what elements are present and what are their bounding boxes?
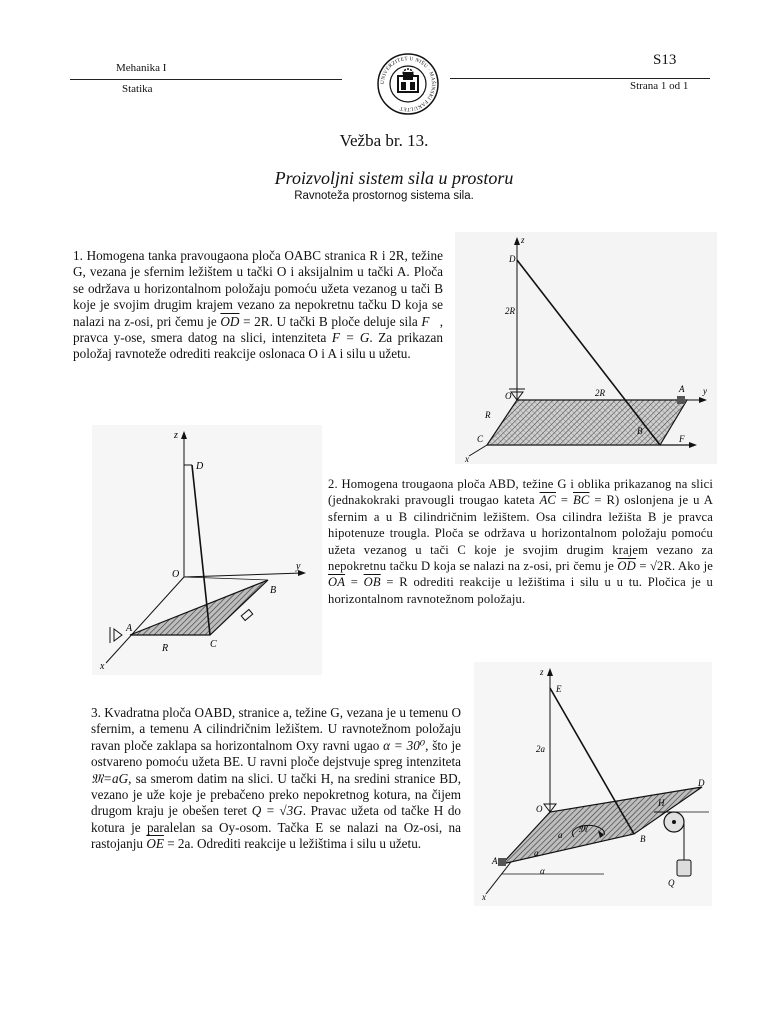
page-indicator: Strana 1 od 1 (630, 80, 689, 92)
svg-text:z: z (521, 235, 525, 245)
svg-text:2R: 2R (505, 306, 515, 316)
svg-text:A: A (492, 856, 498, 866)
svg-text:y: y (296, 561, 301, 572)
svg-text:y: y (703, 386, 707, 396)
problem-3-text: 3. Kvadratna ploča OABD, stranice a, težine G, vezana je u temenu O sfernim, a temenu A cilindričnim ležištem. U ravnotežnom položaju ravan ploče zaklapa sa horizontalnom Oxy ravni ugao α = 30⁰, što je ostvareno pomoću užeta BE. U ravni ploče dejstvuje spreg intenziteta 𝔐=aG, sa smerom datim na slici. U tački H, na sredini stranice BD, vezano je uže koje je prebačeno preko nepokretnog kotura, na čijem drugom kraju je obešen teret Q = √3G. Pravac užeta od tačke H do kotura je paralelan sa Oy-osom. Tačka E se nalazi na Oz-osi, na rastojanju $\overline{OE} = 2a$. Odrediti reakcije u ležištima i silu u užetu. (91, 705, 462, 852)
svg-text:B: B (270, 585, 277, 596)
subtopic-title: Ravnoteža prostornog sistema sila. (294, 190, 474, 202)
svg-text:B: B (640, 834, 646, 844)
svg-text:2R: 2R (595, 388, 605, 398)
svg-text:𝔐: 𝔐 (578, 824, 588, 835)
svg-text:C: C (210, 639, 217, 650)
svg-text:Q: Q (668, 878, 675, 888)
subject-name: Statika (122, 83, 153, 95)
svg-text:C: C (477, 434, 484, 444)
svg-text:R: R (162, 643, 169, 654)
svg-text:D: D (509, 254, 516, 264)
svg-text:D: D (196, 461, 204, 472)
figure-1-rectangular-plate (455, 232, 717, 464)
svg-text:a: a (558, 830, 563, 840)
svg-text:E: E (556, 684, 562, 694)
topic-title: Proizvoljni sistem sila u prostoru (274, 168, 514, 188)
svg-text:F: F (679, 434, 685, 444)
svg-text:O: O (536, 804, 543, 814)
header-rule-right (450, 78, 710, 79)
svg-text:x: x (465, 454, 469, 464)
course-name: Mehanika I (116, 62, 167, 74)
svg-text:z: z (174, 430, 178, 441)
svg-text:R: R (485, 410, 491, 420)
svg-text:O: O (505, 391, 512, 401)
svg-text:D: D (698, 778, 705, 788)
problem-2-text: 2. Homogena trougaona ploča ABD, težine G i oblika prikazanog na slici (jednakokraki pravougli trougao kateta $\overline{AC} = \overline{BC} = R$) oslonjena je u A sfernim a u B cilindričnim ležištem. Osa cilindra ležišta B je pravca hipotenuze trougla. Ploča se održava u horizontalnom položaju pomoću užeta vezanog u tači C koje je svojim drugim krajem vezano za nepokretnu tačku D koja se nalazi na z-osi, pri čemu je $\overline{OD} = √2R$. Ako je $\overline{OA} = \overline{OB} = R$ odrediti reakcije u ležištima i silu u u tu. Pločica je u horizontalnom ravnotežnom položaju. (328, 477, 714, 606)
svg-text:x: x (100, 661, 105, 672)
svg-text:A: A (126, 623, 133, 634)
svg-text:A: A (679, 384, 685, 394)
problem-1-text: 1. Homogena tanka pravougaona ploča OABC stranica R i 2R, težine G, vezana je sfernim ležištem u tački O i aksijalnim u tački A. Ploča se održava u horizontalnom položaju pomoću užeta vezanog u tači B koje je svojim drugim krajem vezano za nepokretnu tačku D koja se nalazi na z-osi, pri čemu je $\overline{OD} = 2R$. U tački B ploče deluje sila F⃗, pravca y-ose, smera datog na slici, intenziteta F = G. Za prikazan položaj ravnoteže odrediti reakcije oslonaca O i A i silu u užetu. (73, 248, 444, 362)
svg-text:z: z (540, 667, 544, 677)
svg-text:x: x (482, 892, 486, 902)
svg-text:a: a (534, 848, 539, 858)
figure-3-square-plate (474, 662, 712, 906)
svg-text:H: H (658, 798, 665, 808)
logo-text: UNIVERZITET U NIŠU · MAŠINSKI FAKULTET (379, 55, 437, 113)
exercise-title: Vežba br. 13. (339, 131, 429, 150)
header-rule-left (70, 79, 342, 80)
svg-text:B: B (637, 426, 643, 436)
svg-text:α: α (540, 866, 545, 876)
faculty-logo-icon (376, 52, 440, 116)
svg-text:UNIVERZITET U NIŠU · MAŠINSKI (380, 56, 438, 112)
svg-text:2a: 2a (536, 744, 545, 754)
figure-2-triangular-plate (92, 425, 322, 675)
sheet-code: S13 (653, 52, 677, 68)
svg-text:O: O (172, 569, 180, 580)
